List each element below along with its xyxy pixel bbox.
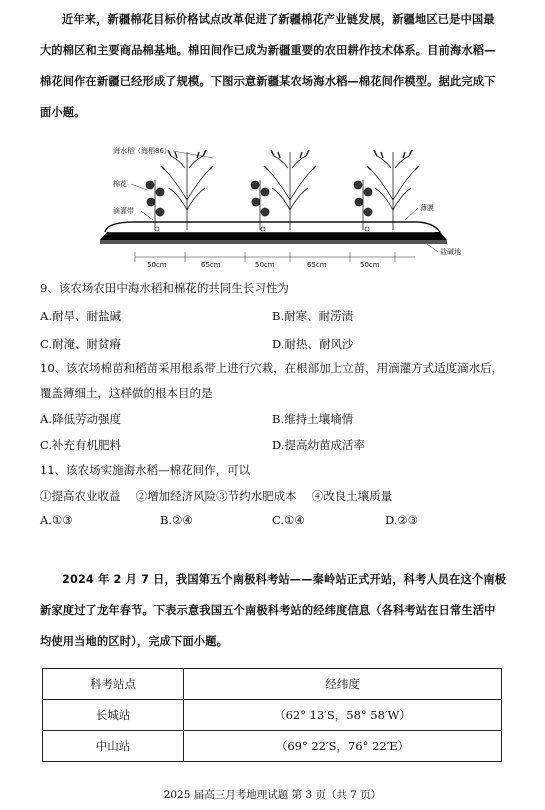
- station-table: [42, 668, 502, 762]
- passage1-line4: 面小题。: [40, 106, 86, 119]
- station-name: 长城站: [43, 700, 184, 731]
- rice-plants: [161, 150, 419, 230]
- station-name: 中山站: [43, 731, 184, 762]
- passage2-line3: 均使用当地的区时），完成下面小题。: [40, 635, 228, 648]
- q10-option-a: A.降低劳动强度: [40, 412, 121, 426]
- label-film: 薄膜: [420, 204, 434, 212]
- q9-stem: 9、该农场农田中海水稻和棉花的共同生长习性为: [40, 281, 289, 295]
- table-row: [43, 700, 502, 731]
- table-row: [43, 731, 502, 762]
- label-soil: 盐碱地: [440, 248, 461, 256]
- q9-option-d: D.耐热、耐风沙: [272, 337, 354, 351]
- q9-option-c: C.耐淹、耐贫瘠: [40, 337, 122, 351]
- spacing-4: 65cm: [307, 261, 327, 269]
- spacing-5: 50cm: [360, 261, 380, 269]
- spacing-2: 65cm: [201, 261, 221, 269]
- q11-option-a: A.①③: [40, 513, 73, 527]
- q11-option-b: B.②④: [160, 513, 193, 527]
- q10-stem-line2: 覆盖薄细土，这样做的根本目的是: [40, 386, 213, 400]
- q10-stem-line1: 10、该农场棉苗和稻苗采用根系带上进行穴栽，在根部加上立苗，用滴灌方式适度滴水后，: [40, 361, 504, 375]
- q10-option-b: B.维持土壤墒情: [272, 412, 354, 426]
- label-drip: 滴灌带: [113, 207, 134, 215]
- passage2-line2: 新家度过了龙年春节。下表示意我国五个南极科考站的经纬度信息（各科考站在日常生活中: [40, 604, 496, 617]
- intercrop-diagram: [95, 140, 485, 280]
- table-header: 科考站点: [43, 669, 184, 700]
- q9-option-a: A.耐旱、耐盐碱: [40, 309, 121, 323]
- q11-stem: 11、该农场实施海水稻—棉花间作，可以: [40, 463, 251, 477]
- passage1-line1: 近年来，新疆棉花目标价格试点改革促进了新疆棉花产业链发展，新疆地区已是中国最: [62, 13, 495, 26]
- passage1-line3: 棉花间作在新疆已经形成了规模。下图示意新疆某农场海水稻—棉花间作模型。据此完成下: [40, 75, 496, 88]
- spacing-1: 50cm: [147, 261, 167, 269]
- passage1-line2: 大的棉区和主要商品棉基地。棉田间作已成为新疆重要的农田耕作技术体系。目前海水稻—: [40, 44, 496, 57]
- q10-option-c: C.补充有机肥料: [40, 438, 122, 452]
- station-coords: （69° 22′S，76° 22′E）: [184, 731, 502, 762]
- soil-bed: [100, 232, 447, 240]
- q11-items: ①提高农业收益 ②增加经济风险③节约水肥成本 ④改良土壤质量: [40, 489, 393, 503]
- station-coords: （62° 13′S，58° 58′W）: [184, 700, 502, 731]
- q9-option-b: B.耐寒、耐涝渍: [272, 309, 354, 323]
- table-header-row: [43, 669, 502, 700]
- q11-option-d: D.②③: [385, 513, 419, 527]
- label-rice: 海水稻（海稻86）: [113, 147, 171, 155]
- page-footer: 2025 届高三月考地理试题 第 3 页（共 7 页）: [163, 789, 382, 801]
- table-header: 经纬度: [184, 669, 502, 700]
- q10-option-d: D.提高幼苗成活率: [272, 438, 365, 452]
- passage2-line1: 2024 年 2 月 7 日，我国第五个南极科考站——秦岭站正式开站，科考人员在这个南极: [62, 573, 507, 586]
- q11-option-c: C.①④: [272, 513, 305, 527]
- spacing-3: 50cm: [255, 261, 275, 269]
- label-cotton: 棉花: [113, 180, 127, 188]
